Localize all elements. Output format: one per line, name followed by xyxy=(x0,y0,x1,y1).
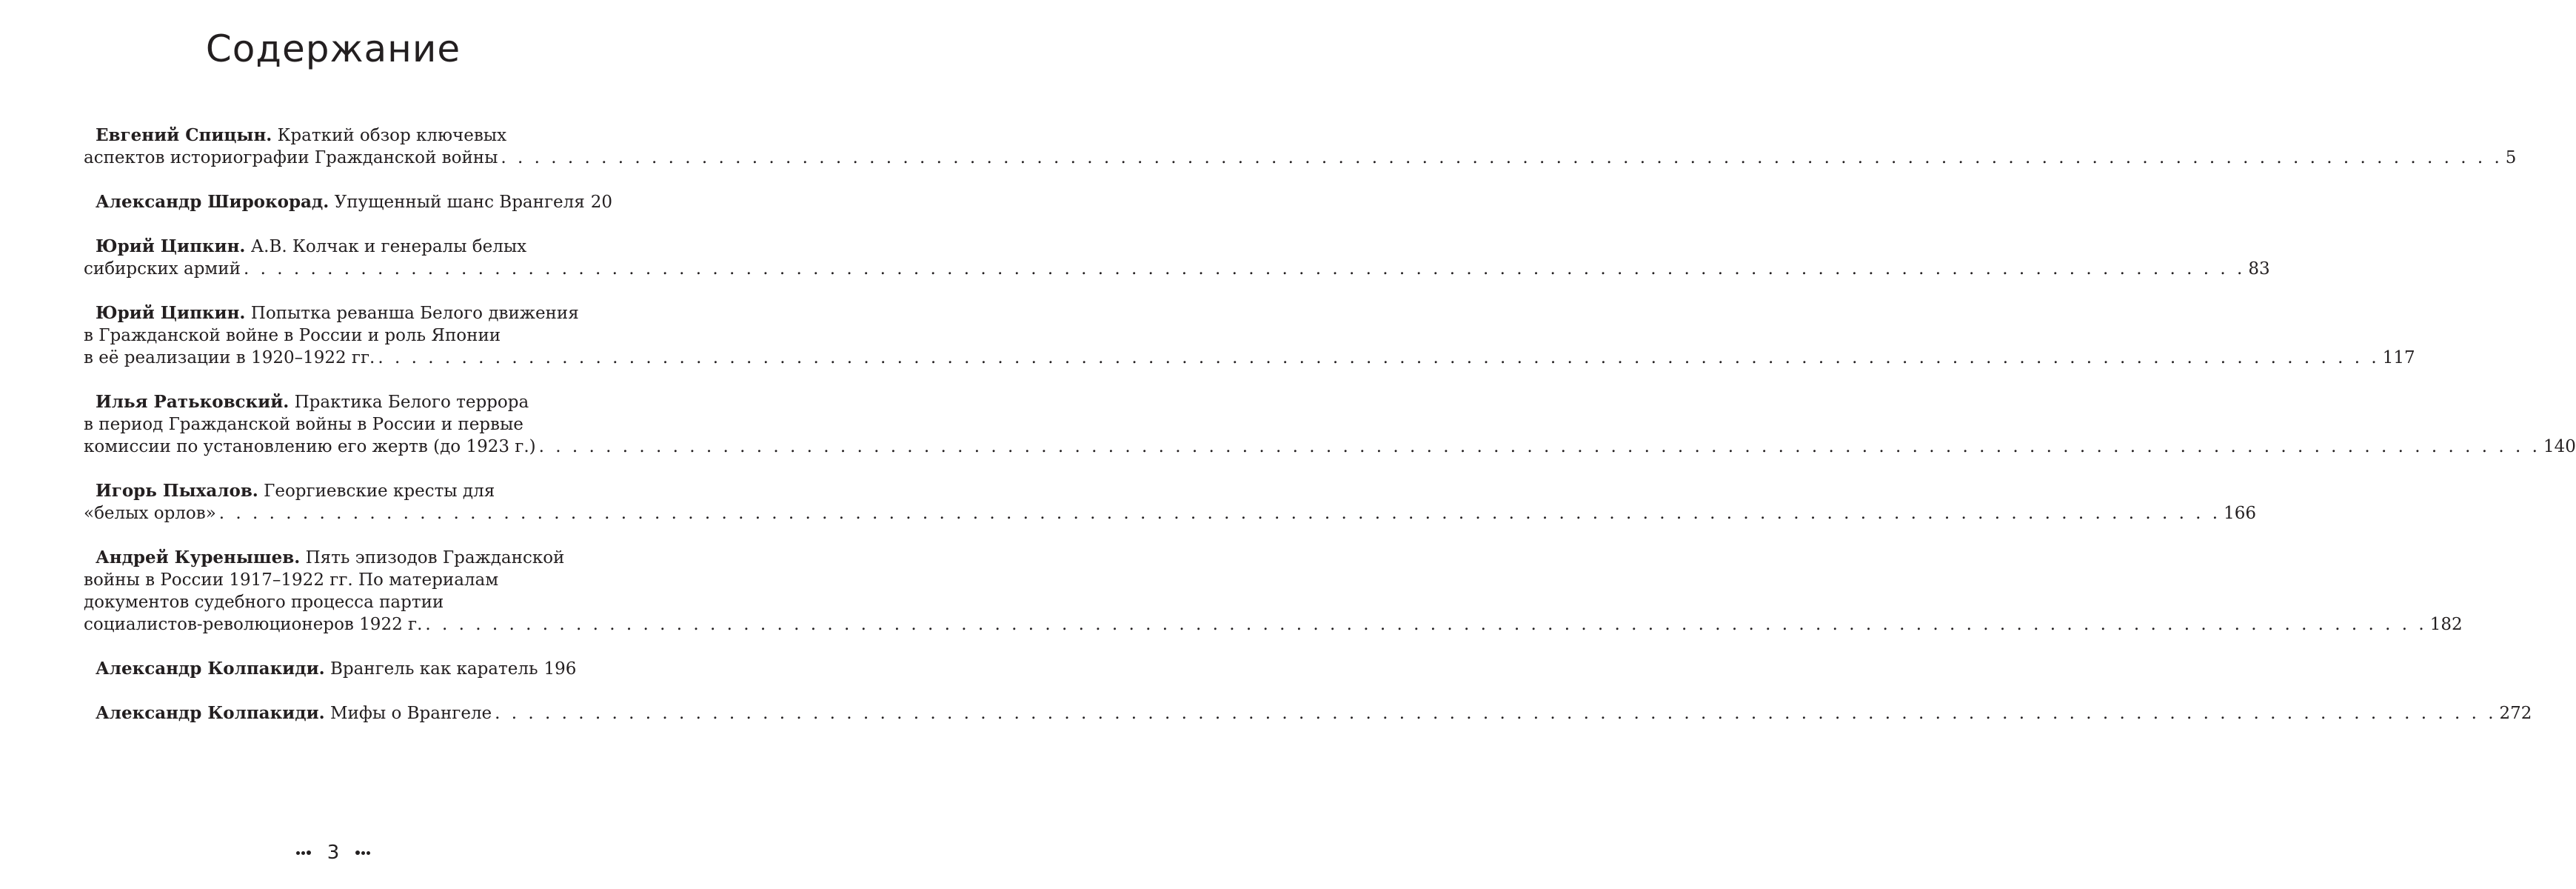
toc-title-text: Георгиевские кресты для xyxy=(264,482,495,501)
toc-entry-line xyxy=(84,191,613,213)
dot-leader: . . . . . . . . . . . . . . . . . . . . . . . . . . . . . . . . . . . . . . . . . . . . . . . . . . . . . . . . . . . . . . . . . . . . . . . . . . . . . . . . . . . . . . . . . . . . . . . . . . . . . . . . . . . . . . . . . . . . . . . . xyxy=(218,504,2221,523)
toc-entry-text xyxy=(84,593,444,612)
toc-title-text: в период Гражданской войны в России и первые xyxy=(84,415,523,434)
toc-title-text: комиссии по установлению его жертв (до 1923 г.) xyxy=(84,437,536,456)
toc-page-number: 20 xyxy=(590,193,613,212)
toc-entry-text xyxy=(96,548,564,567)
toc-entry-line xyxy=(84,569,576,591)
toc-entry xyxy=(84,658,576,680)
toc-title-text: аспектов историографии Гражданской войны xyxy=(84,148,498,167)
toc-entry-text xyxy=(84,613,422,636)
toc-page-number: 140 xyxy=(2543,437,2576,456)
toc-entry-text xyxy=(96,658,538,680)
toc-entry-line xyxy=(84,391,576,413)
toc-entry-text xyxy=(84,347,375,369)
footer-ornament-right xyxy=(355,838,371,868)
toc-entry xyxy=(84,391,2576,458)
toc-entry-line xyxy=(84,591,576,613)
toc-page-number: 83 xyxy=(2248,259,2270,279)
toc-title-text: социалистов-революционеров 1922 г. xyxy=(84,615,423,634)
page-title: Содержание xyxy=(205,27,461,70)
toc-entry-line xyxy=(84,236,576,258)
toc-page-number: 272 xyxy=(2499,704,2532,723)
toc-entry xyxy=(84,236,2270,280)
toc-title-text: Пять эпизодов Гражданской xyxy=(305,548,565,567)
toc-entry xyxy=(84,480,2257,525)
toc-entry-line xyxy=(84,702,2532,725)
toc-entry-text xyxy=(84,502,216,525)
toc-entry-text xyxy=(96,304,579,323)
toc-title-text: Упущенный шанс Врангеля xyxy=(334,193,585,212)
toc-page-number: 166 xyxy=(2224,504,2257,523)
toc-author: Александр Широкорад. xyxy=(96,192,329,212)
toc-page-number: 196 xyxy=(543,659,577,679)
toc-entry-text xyxy=(96,482,495,501)
toc-entry-text xyxy=(96,191,585,213)
toc-title-text: А.В. Колчак и генералы белых xyxy=(250,237,527,256)
page-number: 3 xyxy=(327,841,340,864)
toc-entry-line xyxy=(84,502,2257,525)
toc-title-text: Краткий обзор ключевых xyxy=(277,126,507,145)
table-of-contents xyxy=(84,124,2576,747)
footer-ornament-left xyxy=(295,838,312,868)
toc-author: Александр Колпакиди. xyxy=(96,703,325,723)
toc-title-text: в Гражданской войне в России и роль Японии xyxy=(84,326,501,345)
toc-entry-line xyxy=(84,613,2463,636)
toc-entry-line xyxy=(84,658,576,680)
toc-entry-text xyxy=(96,393,529,412)
toc-title-text: «белых орлов» xyxy=(84,504,216,523)
toc-entry-line xyxy=(84,347,2415,369)
toc-entry-text xyxy=(84,570,498,590)
dot-leader: . . . . . . . . . . . . . . . . . . . . . . . . . . . . . . . . . . . . . . . . . . . . . . . . . . . . . . . . . . . . . . . . . . . . . . . . . . . . . . . . . . . . . . . . . . . . . . . . . . . . . . . . . . . . . . . . . . . . . . . . xyxy=(495,704,2497,723)
dot-leader: . . . . . . . . . . . . . . . . . . . . . . . . . . . . . . . . . . . . . . . . . . . . . . . . . . . . . . . . . . . . . . . . . . . . . . . . . . . . . . . . . . . . . . . . . . . . . . . . . . . . . . . . . . . . . . . . . . . . . . . . xyxy=(501,148,2503,167)
toc-title-text: в её реализации в 1920–1922 гг. xyxy=(84,348,375,367)
toc-author: Евгений Спицын. xyxy=(96,125,272,145)
toc-entry xyxy=(84,702,2532,725)
toc-entry-text xyxy=(84,147,498,169)
toc-entry-line xyxy=(84,147,2517,169)
toc-entry xyxy=(84,302,2415,369)
toc-entry-text xyxy=(84,258,241,280)
toc-title-text: Врангель как каратель xyxy=(329,659,538,679)
page-footer xyxy=(0,837,666,868)
toc-entry-line xyxy=(84,302,579,324)
toc-entry-text xyxy=(96,237,526,256)
toc-entry-text xyxy=(84,415,523,434)
toc-author: Юрий Ципкин. xyxy=(96,303,246,323)
toc-author: Игорь Пыхалов. xyxy=(96,481,258,501)
toc-entry-line xyxy=(84,413,576,436)
toc-author: Юрий Ципкин. xyxy=(96,236,246,256)
toc-title-text: сибирских армий xyxy=(84,259,241,279)
toc-author: Андрей Куренышев. xyxy=(96,547,301,567)
toc-title-text: войны в России 1917–1922 гг. По материалам xyxy=(84,570,499,590)
toc-entry-line xyxy=(84,124,576,147)
toc-entry-line xyxy=(84,547,576,569)
dot-leader: . . . . . . . . . . . . . . . . . . . . . . . . . . . . . . . . . . . . . . . . . . . . . . . . . . . . . . . . . . . . . . . . . . . . . . . . . . . . . . . . . . . . . . . . . . . . . . . . . . . . . . . . . . . . . . . . . . . . . . . . xyxy=(425,615,2427,634)
toc-entry-line xyxy=(84,480,576,502)
toc-entry-line xyxy=(84,436,2576,458)
toc-entry xyxy=(84,191,613,213)
dot-leader: . . . . . . . . . . . . . . . . . . . . . . . . . . . . . . . . . . . . . . . . . . . . . . . . . . . . . . . . . . . . . . . . . . . . . . . . . . . . . . . . . . . . . . . . . . . . . . . . . . . . . . . . . . . . . . . . . . . . . . . . xyxy=(538,437,2540,456)
toc-title-text: Практика Белого террора xyxy=(294,393,529,412)
dot-leader: . . . . . . . . . . . . . . . . . . . . . . . . . . . . . . . . . . . . . . . . . . . . . . . . . . . . . . . . . . . . . . . . . . . . . . . . . . . . . . . . . . . . . . . . . . . . . . . . . . . . . . . . . . . . . . . . . . . . . . . . xyxy=(378,348,2380,367)
toc-entry xyxy=(84,124,2517,169)
toc-author: Илья Ратьковский. xyxy=(96,392,290,412)
toc-entry-line xyxy=(84,324,576,347)
toc-entry-text xyxy=(84,436,536,458)
toc-entry-text xyxy=(96,126,506,145)
toc-entry-text xyxy=(96,702,492,725)
toc-entry-line xyxy=(84,258,2270,280)
toc-page-number: 182 xyxy=(2429,615,2463,634)
toc-page-number: 5 xyxy=(2505,148,2517,167)
toc-entry-text xyxy=(84,326,501,345)
toc-title-text: документов судебного процесса партии xyxy=(84,593,444,612)
toc-author: Александр Колпакиди. xyxy=(96,659,325,679)
toc-title-text: Попытка реванша Белого движения xyxy=(250,304,579,323)
toc-title-text: Мифы о Врангеле xyxy=(329,704,492,723)
toc-page-number: 117 xyxy=(2382,348,2415,367)
dot-leader: . . . . . . . . . . . . . . . . . . . . . . . . . . . . . . . . . . . . . . . . . . . . . . . . . . . . . . . . . . . . . . . . . . . . . . . . . . . . . . . . . . . . . . . . . . . . . . . . . . . . . . . . . . . . . . . . . . . . . . . . xyxy=(243,259,2246,279)
toc-entry xyxy=(84,547,2463,636)
